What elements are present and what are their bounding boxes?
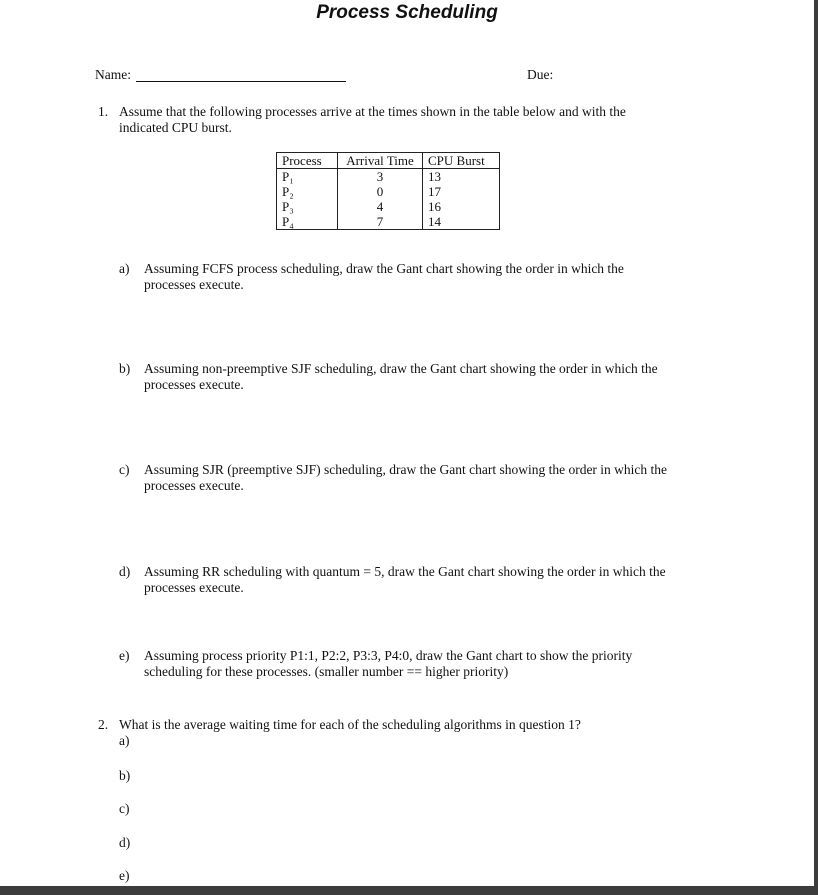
q2-part-e-label: e) <box>119 868 130 883</box>
process-table <box>276 152 500 230</box>
part-e-line2: scheduling for these processes. (smaller number == higher priority) <box>144 664 509 679</box>
part-d-label: d) <box>119 564 131 579</box>
question-1-text-line1: Assume that the following processes arrive at the times shown in the table below and with the <box>119 104 626 119</box>
part-c-label: c) <box>119 462 130 477</box>
question-2-text: What is the average waiting time for each of the scheduling algorithms in question 1? <box>119 717 581 732</box>
page-title: Process Scheduling <box>316 2 498 23</box>
q2-part-a-label: a) <box>119 733 130 748</box>
cell-process: P₂ <box>277 184 338 199</box>
name-label: Name: <box>95 67 131 82</box>
q2-part-d-label: d) <box>119 835 131 850</box>
header-process: Process <box>277 153 338 169</box>
table-row <box>277 199 500 214</box>
question-1-text-line2: indicated CPU burst. <box>119 120 232 135</box>
cell-arrival: 4 <box>338 199 423 214</box>
cell-burst: 17 <box>423 184 500 199</box>
cell-arrival: 0 <box>338 184 423 199</box>
cell-burst: 13 <box>423 169 500 185</box>
part-d-line2: processes execute. <box>144 580 244 595</box>
q2-part-c-label: c) <box>119 801 130 816</box>
name-underline <box>136 81 346 82</box>
part-c-line2: processes execute. <box>144 478 244 493</box>
cell-process: P₃ <box>277 199 338 214</box>
due-label: Due: <box>527 67 554 82</box>
table-row <box>277 214 500 230</box>
part-c-line1: Assuming SJR (preemptive SJF) scheduling, draw the Gant chart showing the order in which the <box>144 462 668 477</box>
cell-burst: 16 <box>423 199 500 214</box>
q2-part-b-label: b) <box>119 768 131 783</box>
header-cpu-burst: CPU Burst <box>423 153 500 169</box>
part-a-line1: Assuming FCFS process scheduling, draw the Gant chart showing the order in which the <box>144 261 624 276</box>
part-e-label: e) <box>119 648 130 663</box>
cell-process: P₄ <box>277 214 338 230</box>
part-a-label: a) <box>119 261 130 276</box>
part-a-line2: processes execute. <box>144 277 244 292</box>
question-2-number: 2. <box>98 717 109 732</box>
part-b-line2: processes execute. <box>144 377 244 392</box>
table-row <box>277 169 500 185</box>
cell-arrival: 7 <box>338 214 423 230</box>
header-arrival-time: Arrival Time <box>338 153 423 169</box>
table-row <box>277 184 500 199</box>
part-b-line1: Assuming non-preemptive SJF scheduling, draw the Gant chart showing the order in which the <box>144 361 658 376</box>
part-d-line1: Assuming RR scheduling with quantum = 5, draw the Gant chart showing the order in which the <box>144 564 666 579</box>
cell-process: P₁ <box>277 169 338 185</box>
question-1-number: 1. <box>98 104 109 119</box>
cell-burst: 14 <box>423 214 500 230</box>
part-e-line1: Assuming process priority P1:1, P2:2, P3:3, P4:0, draw the Gant chart to show the priority <box>144 648 633 663</box>
table-header-row <box>277 153 500 169</box>
part-b-label: b) <box>119 361 131 376</box>
cell-arrival: 3 <box>338 169 423 185</box>
